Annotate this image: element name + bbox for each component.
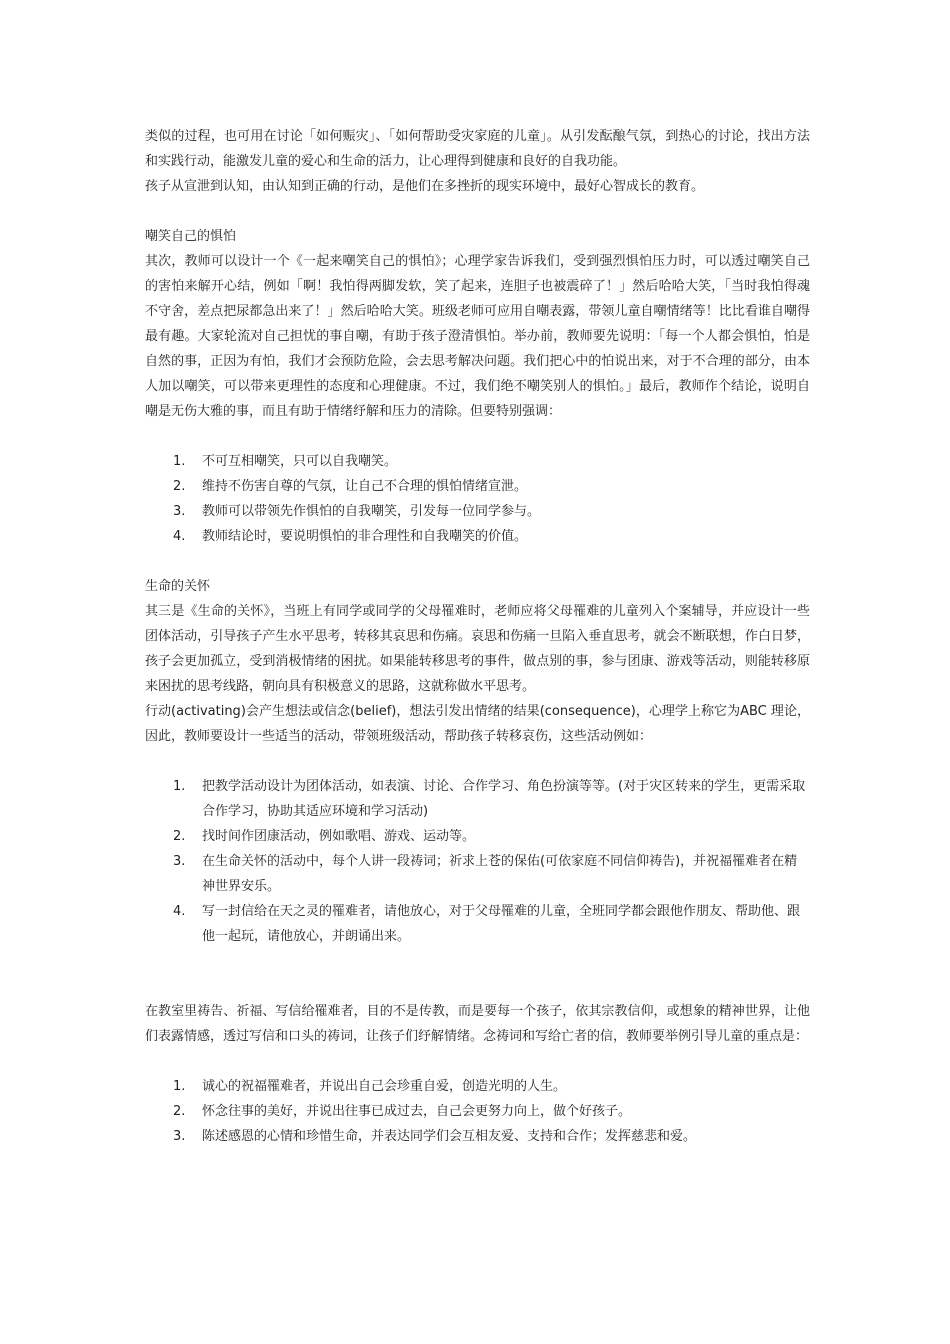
- list-item: [145, 1124, 810, 1149]
- list-text: 把教学活动设计为团体活动，如表演、讨论、合作学习、角色扮演等等。(对于灾区转来的学生，更需采取合作学习，协助其适应环境和学习活动): [202, 779, 806, 819]
- fear-rules-list: [145, 449, 810, 549]
- list-text: 怀念往事的美好，并说出往事已成过去，自己会更努力向上，做个好孩子。: [202, 1104, 632, 1119]
- list-text: 不可互相嘲笑，只可以自我嘲笑。: [202, 454, 398, 469]
- list-number: 1.: [173, 779, 186, 794]
- list-item: [145, 1099, 810, 1124]
- list-text: 教师结论时，要说明惧怕的非合理性和自我嘲笑的价值。: [202, 529, 528, 544]
- list-text: 维持不伤害自尊的气氛，让自己不合理的惧怕情绪宣泄。: [202, 479, 528, 494]
- list-number: 4.: [173, 904, 186, 919]
- list-item: [145, 524, 810, 549]
- list-item: [145, 1074, 810, 1099]
- list-number: 3.: [173, 504, 186, 519]
- list-text: 教师可以带领先作惧怕的自我嘲笑，引发每一位同学参与。: [202, 504, 541, 519]
- list-number: 2.: [173, 829, 186, 844]
- section-body-fear: 其次，教师可以设计一个《一起来嘲笑自己的惧怕》；心理学家告诉我们，受到强烈惧怕压力时，可以透过嘲笑自己的害怕来解开心结，例如「啊！我怕得两脚发软，笑了起来，连胆子也被震碎了！」然后哈哈大笑，「当时我怕得魂不守舍，差点把尿都急出来了！」然后哈哈大笑。班级老师可应用自嘲表露，带领儿童自嘲情绪等！比比看谁自嘲得最有趣。大家轮流对自己担忧的事自嘲，有助于孩子澄清惧怕。举办前，教师要先说明：「每一个人都会惧怕，怕是自然的事，正因为有怕，我们才会预防危险，会去思考解决问题。我们把心中的怕说出来，对于不合理的部分，由本人加以嘲笑，可以带来更理性的态度和心理健康。不过，我们绝不嘲笑别人的惧怕。」最后，教师作个结论，说明自嘲是无伤大雅的事，而且有助于情绪纾解和压力的清除。但要特别强调：: [145, 254, 810, 419]
- section-heading-fear: 嘲笑自己的惧怕: [145, 229, 237, 244]
- list-item: [145, 474, 810, 499]
- intro-conclusion: 孩子从宣泄到认知，由认知到正确的行动，是他们在多挫折的现实环境中，最好心智成长的教育。: [145, 179, 705, 194]
- list-text: 陈述感恩的心情和珍惜生命，并表达同学们会互相友爱、支持和合作；发挥慈悲和爱。: [202, 1129, 697, 1144]
- list-item: [145, 899, 810, 949]
- list-item: [145, 449, 810, 474]
- list-number: 4.: [173, 529, 186, 544]
- prayer-points-list: [145, 1074, 810, 1149]
- document-page: [145, 124, 810, 1149]
- list-number: 3.: [173, 1129, 186, 1144]
- list-number: 1.: [173, 1079, 186, 1094]
- list-number: 1.: [173, 454, 186, 469]
- list-item: [145, 849, 810, 899]
- list-number: 3.: [173, 854, 186, 869]
- section-body-abc-theory: 行动(activating)会产生想法或信念(belief)，想法引发出情绪的结果(consequence)，心理学上称它为ABC 理论，因此，教师要设计一些适当的活动，带领班级活动，帮助孩子转移哀伤，这些活动例如：: [145, 704, 810, 744]
- section-heading-life-care: 生命的关怀: [145, 579, 211, 594]
- list-item: [145, 824, 810, 849]
- list-text: 诚心的祝福罹难者，并说出自己会珍重自爱，创造光明的人生。: [202, 1079, 567, 1094]
- list-item: [145, 774, 810, 824]
- list-text: 在生命关怀的活动中，每个人讲一段祷词；祈求上苍的保佑(可依家庭不同信仰祷告)，并祝福罹难者在精神世界安乐。: [202, 854, 798, 894]
- list-number: 2.: [173, 479, 186, 494]
- section-body-life-care: 其三是《生命的关怀》，当班上有同学或同学的父母罹难时，老师应将父母罹难的儿童列入个案辅导，并应设计一些团体活动，引导孩子产生水平思考，转移其哀思和伤痛。哀思和伤痛一旦陷入垂直思考，就会不断联想，作白日梦，孩子会更加孤立，受到消极情绪的困扰。如果能转移思考的事件，做点别的事，参与团康、游戏等活动，则能转移原来困扰的思考线路，朝向具有积极意义的思路，这就称做水平思考。: [145, 604, 810, 694]
- activity-list: [145, 774, 810, 949]
- list-text: 写一封信给在天之灵的罹难者，请他放心，对于父母罹难的儿童，全班同学都会跟他作朋友、帮助他、跟他一起玩，请他放心，并朗诵出来。: [202, 904, 801, 944]
- section-body-prayer: 在教室里祷告、祈福、写信给罹难者，目的不是传教，而是要每一个孩子，依其宗教信仰，或想象的精神世界，让他们表露情感，透过写信和口头的祷词，让孩子们纾解情绪。念祷词和写给亡者的信，教师要举例引导儿童的重点是：: [145, 1004, 810, 1044]
- list-item: [145, 499, 810, 524]
- list-number: 2.: [173, 1104, 186, 1119]
- intro-paragraph: 类似的过程，也可用在讨论「如何赈灾」、「如何帮助受灾家庭的儿童」。从引发酝酿气氛，到热心的讨论，找出方法和实践行动，能激发儿童的爱心和生命的活力，让心理得到健康和良好的自我功能。: [145, 129, 810, 169]
- list-text: 找时间作团康活动，例如歌唱、游戏、运动等。: [202, 829, 476, 844]
